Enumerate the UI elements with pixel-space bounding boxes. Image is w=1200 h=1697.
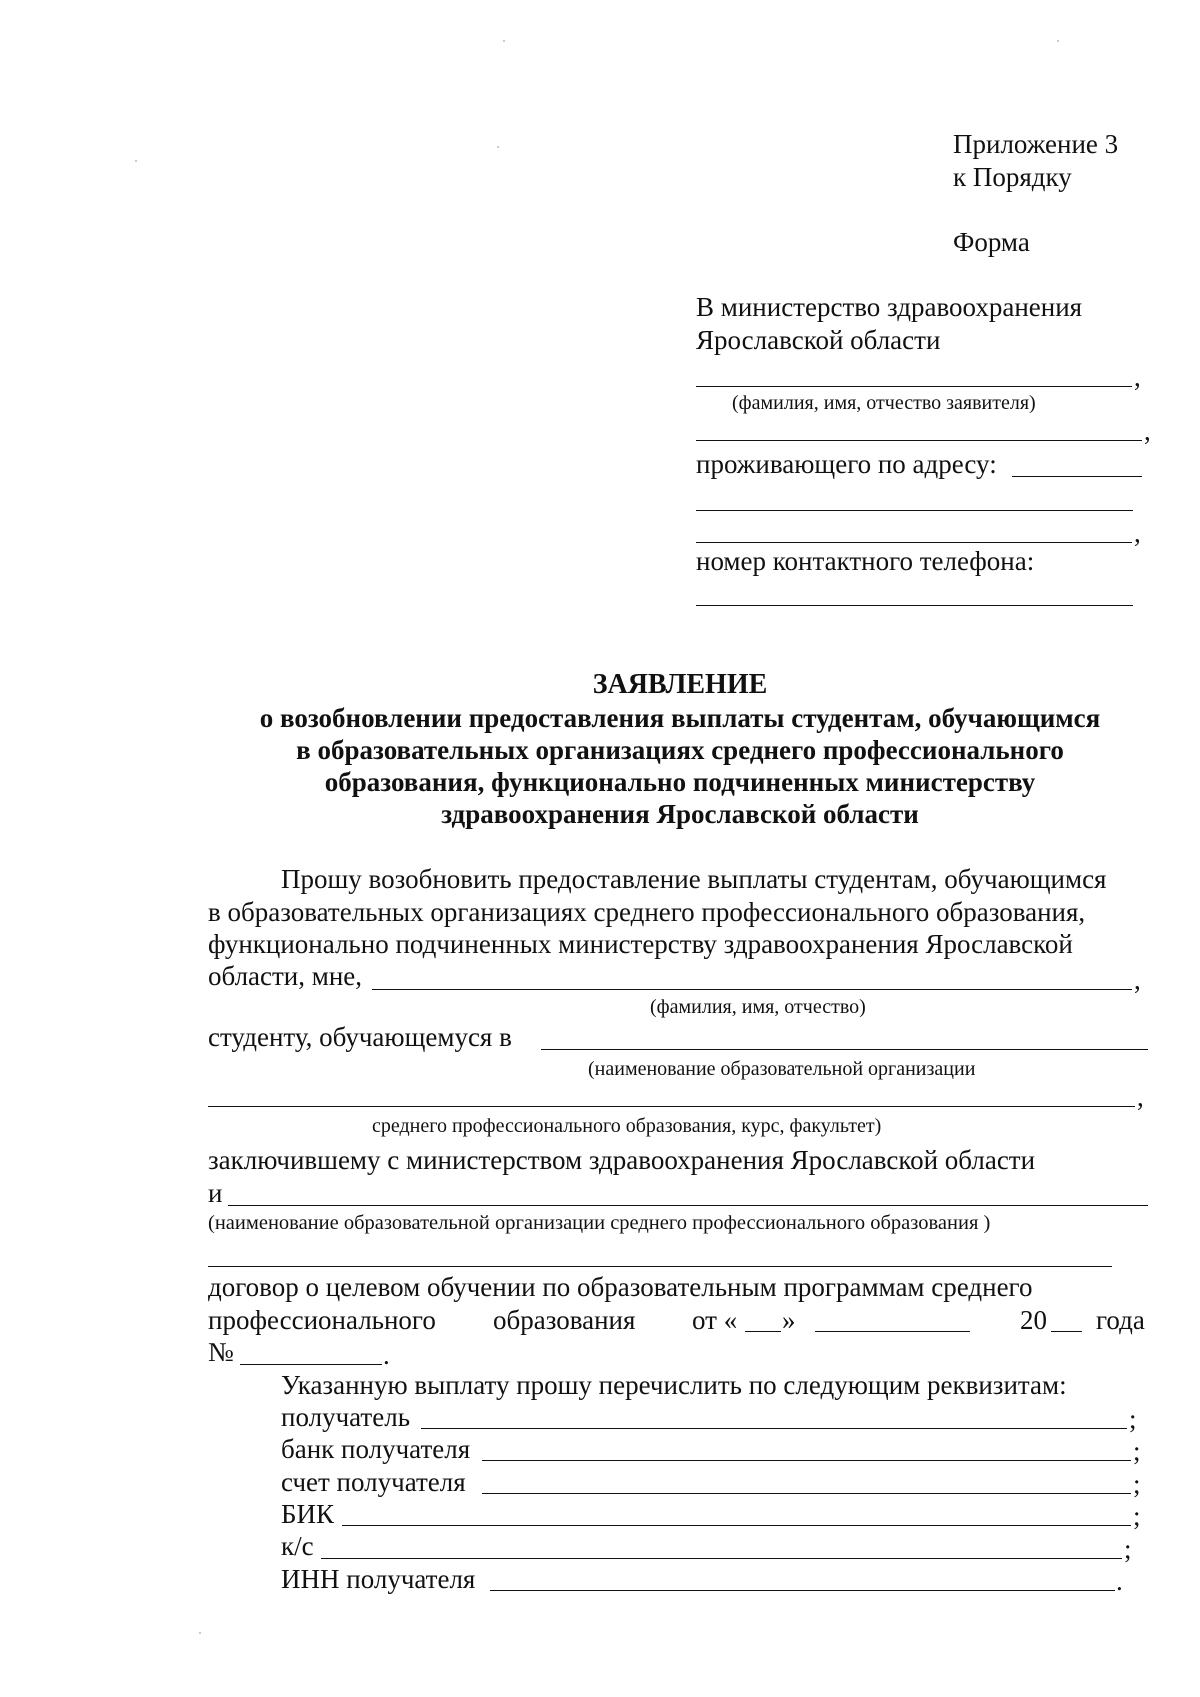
applicant-fio-field[interactable] <box>696 386 1132 387</box>
comma: , <box>1144 416 1151 446</box>
comma: , <box>1134 518 1141 548</box>
contract-line1: договор о целевом обучении по образовательным программам среднего <box>208 1272 1033 1302</box>
account-label: счет получателя <box>281 1467 466 1497</box>
number-sign: № <box>208 1337 234 1367</box>
applicant-fio-caption: (фамилия, имя, отчество заявителя) <box>732 392 1036 414</box>
semicolon: ; <box>1129 1404 1137 1434</box>
request-line4-label: области, мне, <box>208 961 363 991</box>
contract-month-field[interactable] <box>815 1331 970 1332</box>
period: . <box>1116 1566 1123 1596</box>
second-org-field[interactable] <box>228 1205 1148 1206</box>
address-label: проживающего по адресу: <box>696 449 997 479</box>
scan-speck <box>199 1632 201 1634</box>
scan-speck <box>497 146 499 148</box>
student-fio-caption: (фамилия, имя, отчество) <box>650 996 866 1018</box>
request-line2: в образовательных организациях среднего профессионального образования, <box>208 897 1086 927</box>
educational-org-caption-1: (наименование образовательной организации <box>588 1058 976 1080</box>
contract-day-field[interactable] <box>745 1331 781 1332</box>
contract-from-label: от « <box>692 1305 738 1335</box>
student-fio-field[interactable] <box>372 989 1132 990</box>
scan-speck <box>503 40 505 42</box>
phone-field[interactable] <box>696 605 1133 606</box>
request-line3: функционально подчиненных министерству здравоохранения Ярославской <box>208 929 1073 959</box>
recipient-field[interactable] <box>421 1428 1127 1429</box>
bik-field[interactable] <box>342 1525 1131 1526</box>
contract-word-education: образования <box>493 1305 636 1335</box>
comma: , <box>1134 362 1141 392</box>
scan-speck <box>135 160 137 162</box>
concluded-line: заключившему с министерством здравоохранения Ярославской области <box>208 1145 1036 1175</box>
appendix-line1: Приложение 3 <box>953 129 1119 159</box>
student-label: студенту, обучающемуся в <box>208 1022 512 1052</box>
bank-field[interactable] <box>482 1460 1131 1461</box>
address-field[interactable] <box>1012 476 1142 477</box>
account-field[interactable] <box>482 1493 1131 1494</box>
semicolon: ; <box>1124 1534 1132 1564</box>
semicolon: ; <box>1133 1469 1141 1499</box>
contract-year-prefix: 20 <box>1020 1305 1047 1335</box>
educational-org-field[interactable] <box>541 1049 1148 1050</box>
contract-quote-close: » <box>782 1305 796 1335</box>
and-label: и <box>208 1178 223 1208</box>
address-field-2[interactable] <box>696 510 1133 511</box>
title-sub-line1: о возобновлении предоставления выплаты студентам, обучающимся <box>259 703 1101 733</box>
contract-year-field[interactable] <box>1051 1331 1082 1332</box>
form-label: Форма <box>953 227 1030 257</box>
title-sub-line4: здравоохранения Ярославской области <box>441 799 919 829</box>
bik-label: БИК <box>281 1499 335 1529</box>
appendix-line2: к Порядку <box>953 162 1072 192</box>
period: . <box>383 1340 390 1370</box>
comma: , <box>1137 1082 1144 1112</box>
document-title: ЗАЯВЛЕНИЕ <box>592 669 768 700</box>
scan-speck <box>1057 40 1059 42</box>
inn-label: ИНН получателя <box>281 1564 476 1594</box>
semicolon: ; <box>1133 1436 1141 1466</box>
address-field-3[interactable] <box>696 542 1132 543</box>
contract-word-professional: профессионального <box>208 1305 436 1335</box>
educational-org-field-2[interactable] <box>208 1106 1135 1107</box>
contract-year-suffix: года <box>1096 1305 1145 1335</box>
contract-number-field[interactable] <box>240 1364 382 1365</box>
corr-account-field[interactable] <box>321 1558 1122 1559</box>
second-org-field-2[interactable] <box>208 1266 1112 1267</box>
phone-label: номер контактного телефона: <box>696 546 1035 576</box>
inn-field[interactable] <box>490 1590 1115 1591</box>
comma: , <box>1134 965 1141 995</box>
addressee-line2: Ярославской области <box>696 325 941 355</box>
recipient-label: получатель <box>281 1402 411 1432</box>
corr-account-label: к/с <box>281 1531 314 1561</box>
educational-org-caption-2: среднего профессионального образования, курс, факультет) <box>372 1115 882 1137</box>
second-org-caption: (наименование образовательной организации среднего профессионального образования ) <box>208 1212 991 1234</box>
bank-label: банк получателя <box>281 1434 471 1464</box>
request-line1: Прошу возобновить предоставление выплаты студентам, обучающимся <box>281 864 1107 894</box>
addressee-line1: В министерство здравоохранения <box>696 292 1083 322</box>
semicolon: ; <box>1133 1501 1141 1531</box>
title-sub-line3: образования, функционально подчиненных министерству <box>324 767 1036 797</box>
title-sub-line2: в образовательных организациях среднего профессионального <box>296 735 1064 765</box>
details-intro: Указанную выплату прошу перечислить по следующим реквизитам: <box>281 1370 1067 1400</box>
applicant-fio-field-2[interactable] <box>696 440 1142 441</box>
